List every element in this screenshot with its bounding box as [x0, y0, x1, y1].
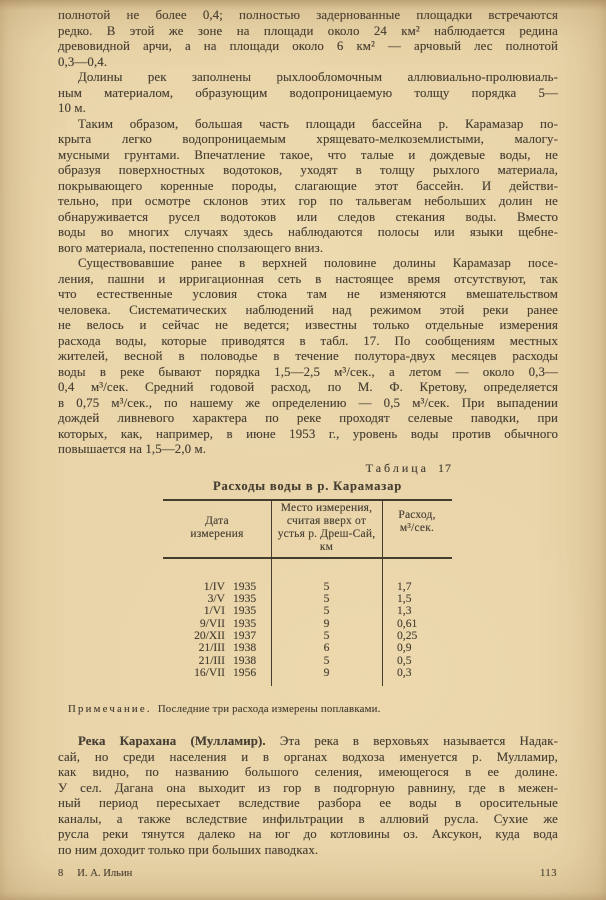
header-line: Расход, — [398, 508, 436, 521]
place-cell: 6 — [323, 641, 330, 655]
text-line: как видно, по названию большого селения, имеющегося в ее долине. — [58, 765, 558, 780]
text-line: в 0,75 м³/сек., по нашему же определению — 0,5 м³/сек. При выпадении — [58, 395, 558, 410]
text-line: редко. В этой же зоне на площади около 24 км² наблюдается редина — [58, 23, 558, 38]
table-label-number: 17 — [438, 460, 452, 475]
text-line: мусными грунтами. Впечатление такое, что талые и дождевые воды, не — [58, 147, 558, 162]
text-line: по ним доходит только при больших паводках. — [58, 842, 319, 857]
text-line: тельно, при осмотре склонов этих гор по тальвегам небольших долин не — [58, 194, 558, 208]
paragraph-rest-lines — [58, 750, 558, 859]
date-day-month: 21/III — [198, 641, 225, 655]
date-cell — [163, 667, 271, 679]
table-header-date — [163, 501, 271, 557]
table-label — [58, 461, 452, 476]
flow-cell: 0,25 — [397, 628, 418, 642]
text-line: повышается на 1,5—2,0 м. — [58, 442, 207, 456]
header-line: устья р. Дреш-Сай, — [277, 527, 376, 540]
place-cell: 5 — [323, 653, 330, 667]
text-line: русла реки тянутся далеко на юг до котловины оз. Аксукон, куда вода — [58, 827, 558, 842]
text-line: Таким образом, большая часть площади бассейна р. Карамазар по- — [78, 116, 558, 131]
date-year: 1937 — [233, 628, 257, 642]
text-line: ный период пересыхает вследствие разбора ее воды в оросительные — [58, 796, 558, 811]
text-line: человека. Систематических наблюдений над режимом этой реки ранее — [58, 302, 558, 317]
date-day-month: 16/VII — [194, 665, 225, 679]
date-year: 1935 — [233, 579, 257, 593]
header-line: считая вверх от — [286, 514, 367, 527]
date-day-month: 20/XII — [194, 628, 225, 642]
date-year: 1935 — [233, 592, 257, 606]
table-row — [163, 667, 452, 679]
text-line: полнотой не более 0,4; полностью задернованные площадки встречаются — [58, 8, 558, 22]
table-row — [163, 655, 452, 667]
date-cell — [163, 655, 271, 667]
text-line: У сел. Дагана она выходит из гор в подгорную равнину, где в межен- — [58, 780, 558, 795]
text-line: древовидной арчи, а на площади около 6 км² — арчовый лес полнотой — [58, 39, 558, 53]
flow-cell: 0,3 — [397, 665, 412, 679]
text-line: Существовавшие ранее в верхней половине долины Карамазар посе- — [78, 256, 558, 270]
text-line: обнаруживается русел водотоков или следов стекания воды. Вместо — [58, 209, 558, 224]
text-line: дождей ливневого характера по реке проходят селевые паводки, при — [58, 411, 558, 425]
date-day-month: 1/VI — [203, 604, 225, 618]
text-line: 0,4 м³/сек. Средний годовой расход, по М. Ф. Кретову, определяется — [58, 380, 558, 394]
paragraph-lead-rest: Эта река в верховьях называется Надак- — [279, 734, 559, 749]
flow-cell: 1,7 — [397, 579, 412, 593]
footer-page-number: 113 — [540, 868, 557, 879]
flow-cell: 0,9 — [397, 641, 412, 655]
text-line: которых, как, например, в июне 1953 г., уровень воды против обычного — [58, 426, 558, 441]
table-note-head: Примечание. — [68, 703, 152, 716]
text-line: сай, но среди населения и в органах водхоза именуется р. Мулламир, — [58, 749, 558, 764]
paragraph-flow-measurements — [58, 256, 558, 458]
text-line: покрывающего коренные породы, слагающие этот бассейн. И действи- — [58, 178, 558, 193]
table-row — [163, 642, 452, 654]
header-line: м³/сек. — [399, 521, 435, 534]
text-line: не велось и сейчас не ведется; известны только отдельные измерения — [58, 318, 558, 332]
place-cell: 5 — [323, 592, 330, 606]
paragraph-karakhana-river — [58, 734, 558, 858]
date-year: 1935 — [233, 604, 257, 618]
table-note — [68, 703, 558, 716]
place-cell: 9 — [323, 616, 330, 630]
table-vertical-rule-1 — [271, 499, 272, 686]
place-cell: 9 — [323, 665, 330, 679]
flow-cell: 1,5 — [397, 592, 412, 606]
date-day-month: 9/VII — [199, 616, 225, 630]
place-cell: 5 — [323, 604, 330, 618]
date-day-month: 21/III — [198, 653, 225, 667]
paragraph-river-valleys — [58, 70, 558, 117]
date-day-month: 3/V — [207, 592, 225, 606]
flow-cell: 0,61 — [397, 616, 418, 630]
place-cell: 5 — [323, 628, 330, 642]
text-line: 0,3—0,4. — [58, 54, 108, 69]
text-line: расхода воды, которые приводятся в табл. 17. По сообщениям местных — [58, 333, 558, 348]
text-line — [58, 734, 558, 750]
date-year: 1956 — [233, 665, 257, 679]
date-year: 1938 — [233, 641, 257, 655]
text-line: Долины рек заполнены рыхлообломочным аллювиально-пролювиаль- — [78, 70, 558, 84]
table-body — [163, 559, 452, 685]
paragraph-lead-bold: Река Карахана (Мулламир). — [78, 734, 266, 749]
page-footer — [58, 868, 557, 879]
date-day-month: 1/IV — [203, 579, 225, 593]
date-cell — [163, 605, 271, 617]
table-note-text: Последние три расхода измерены поплавками. — [157, 703, 381, 716]
footer-signature-author: И. А. Ильин — [77, 868, 133, 879]
date-cell — [163, 642, 271, 654]
text-line: ным материалом, образующим водопроницаемую толщу порядка 5— — [58, 85, 558, 100]
paragraph-continuation — [58, 8, 558, 70]
flow-cell: 1,3 — [397, 604, 412, 618]
text-line: ления, пашни и ирригационная сеть в настоящее время отсутствуют, так — [58, 271, 558, 286]
header-line: Дата — [205, 514, 229, 527]
text-line: вого материала, постепенно сползающего вниз. — [58, 240, 324, 255]
footer-signature-number: 8 — [58, 868, 64, 879]
table-label-word: Таблица — [365, 460, 429, 475]
text-line: 10 м. — [58, 101, 86, 115]
table-vertical-rule-2 — [382, 499, 383, 686]
text-line: жителей, весной в половодье в течение полутора-двух месяцев расходы — [58, 349, 558, 363]
table-row — [163, 605, 452, 617]
text-line: что естественные условия стока там не изменяются вмешательством — [58, 287, 558, 301]
flow-cell: 0,5 — [397, 653, 412, 667]
header-line: измерения — [190, 527, 244, 540]
place-cell: 5 — [323, 579, 330, 593]
text-line: воды в реке бывают порядка 1,5—2,5 м³/сек., а летом — около 0,3— — [58, 364, 558, 379]
table-header-flow — [382, 501, 452, 557]
table-header-row — [163, 501, 452, 557]
text-line: каналы, а также вследствие инфильтрации в аллювий русла. Сухие же — [58, 811, 558, 826]
text-line: воды во многих случаях здесь наблюдаются полосы или языки щебне- — [58, 225, 558, 239]
date-year: 1935 — [233, 616, 257, 630]
table-header-place — [271, 501, 382, 557]
paragraph-basin-soils — [58, 117, 558, 257]
header-line: Место измерения, — [280, 501, 373, 514]
text-line: образуя поверхностных водотоков, уходят в толщу рыхлого материала, — [58, 163, 558, 177]
text-line: крыта легко водопроницаемым хрящевато-мелкоземлистыми, малогу- — [58, 132, 558, 146]
table-title: Расходы воды в р. Карамазар — [212, 478, 403, 493]
header-line: км — [319, 540, 334, 553]
page-text-block — [58, 8, 558, 858]
water-flow-table — [163, 499, 452, 686]
date-year: 1938 — [233, 653, 257, 667]
